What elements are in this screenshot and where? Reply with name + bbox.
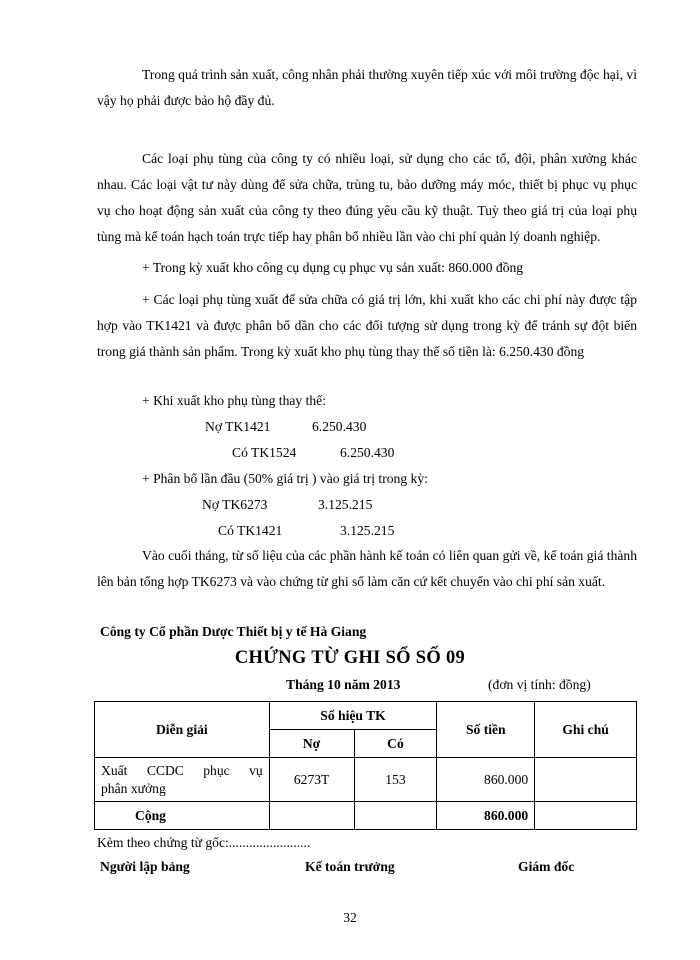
attachment-line: Kèm theo chứng từ gốc:........................ bbox=[97, 835, 311, 850]
header-note: Ghi chú bbox=[535, 702, 637, 758]
total-row bbox=[95, 802, 637, 830]
total-empty-debit bbox=[269, 802, 354, 830]
paragraph-spare-parts: Các loại phụ tùng của công ty có nhiều loại, sử dụng cho các tổ, đội, phân xưởng khác nhau. Các loại vật tư này dùng để sửa chữa, trùng tu, bảo dưỡng máy móc, thiết bị phục vụ phục vụ cho hoạt động sản xuất của công ty theo đúng yêu cầu kỹ thuật. Tuỳ theo giá trị của loại phụ tùng mà kế toán hạch toán trực tiếp hay phân bổ nhiều lần vào chi phí quản lý doanh nghiệp. bbox=[97, 151, 637, 244]
entry2-credit-amount: 3.125.215 bbox=[340, 523, 395, 538]
row-amount: 860.000 bbox=[437, 758, 535, 802]
total-empty-note bbox=[535, 802, 637, 830]
paragraph-large-repairs: + Các loại phụ tùng xuất để sửa chữa có giá trị lớn, khi xuất kho các chi phí này được tập hợp vào TK1421 và được phân bổ dần cho các đối tượng sử dụng trong kỳ để tránh sự đột biến trong giá thành sản phẩm. Trong kỳ xuất kho phụ tùng thay thế số tiền là: 6.250.430 đồng bbox=[97, 292, 637, 359]
row-description-line2: phân xưởng bbox=[101, 780, 166, 796]
signature-preparer: Người lập bảng bbox=[100, 859, 190, 874]
row-debit: 6273T bbox=[269, 758, 354, 802]
entry2-credit-label: Có TK1421 bbox=[218, 523, 283, 538]
voucher-unit: (đơn vị tính: đồng) bbox=[488, 677, 591, 692]
signature-chief-accountant: Kế toán trưởng bbox=[305, 859, 395, 874]
voucher-title: CHỨNG TỪ GHI SỔ SỐ 09 bbox=[234, 648, 466, 668]
paragraph-tools-issued: + Trong kỳ xuất kho công cụ dụng cụ phục vụ sản xuất: 860.000 đồng bbox=[142, 260, 524, 275]
entry2-debit-amount: 3.125.215 bbox=[318, 497, 373, 512]
header-account-no: Số hiệu TK bbox=[269, 702, 437, 730]
total-amount: 860.000 bbox=[437, 802, 535, 830]
voucher-table bbox=[94, 701, 637, 830]
paragraph-month-end: Vào cuối tháng, từ số liệu của các phần hành kế toán có liên quan gửi về, kế toán giá thành lên bản tổng hợp TK6273 và vào chứng từ ghi sổ làm căn cứ kết chuyển vào chi phí sản xuất. bbox=[97, 548, 637, 589]
entry1-debit-label: Nợ TK1421 bbox=[205, 419, 271, 434]
page-number: 32 bbox=[343, 910, 357, 925]
header-credit: Có bbox=[354, 730, 437, 758]
table-row bbox=[95, 758, 637, 802]
header-debit: Nợ bbox=[269, 730, 354, 758]
row-description bbox=[95, 758, 270, 802]
paragraph-protection: Trong quá trình sản xuất, công nhân phải thường xuyên tiếp xúc với môi trường độc hại, vì vậy họ phải được bảo hộ đầy đủ. bbox=[97, 67, 637, 108]
row-description-line1: Xuất CCDC phục vụ bbox=[101, 762, 263, 778]
entry1-credit-label: Có TK1524 bbox=[232, 445, 297, 460]
total-empty-credit bbox=[354, 802, 437, 830]
header-amount: Số tiền bbox=[437, 702, 535, 758]
signature-director: Giám đốc bbox=[518, 859, 575, 874]
total-label: Cộng bbox=[95, 802, 270, 830]
voucher-month: Tháng 10 năm 2013 bbox=[286, 677, 401, 692]
entry1-debit-amount: 6.250.430 bbox=[312, 419, 367, 434]
entry-heading-issue: + Khi xuất kho phụ tùng thay thế: bbox=[142, 393, 326, 408]
header-description: Diễn giải bbox=[95, 702, 270, 758]
entry1-credit-amount: 6.250.430 bbox=[340, 445, 395, 460]
row-credit: 153 bbox=[354, 758, 437, 802]
company-name: Công ty Cổ phần Dược Thiết bị y tế Hà Giang bbox=[100, 624, 367, 639]
entry2-debit-label: Nợ TK6273 bbox=[202, 497, 268, 512]
row-note bbox=[535, 758, 637, 802]
entry-heading-allocation: + Phân bổ lần đầu (50% giá trị ) vào giá trị trong kỳ: bbox=[142, 471, 428, 486]
